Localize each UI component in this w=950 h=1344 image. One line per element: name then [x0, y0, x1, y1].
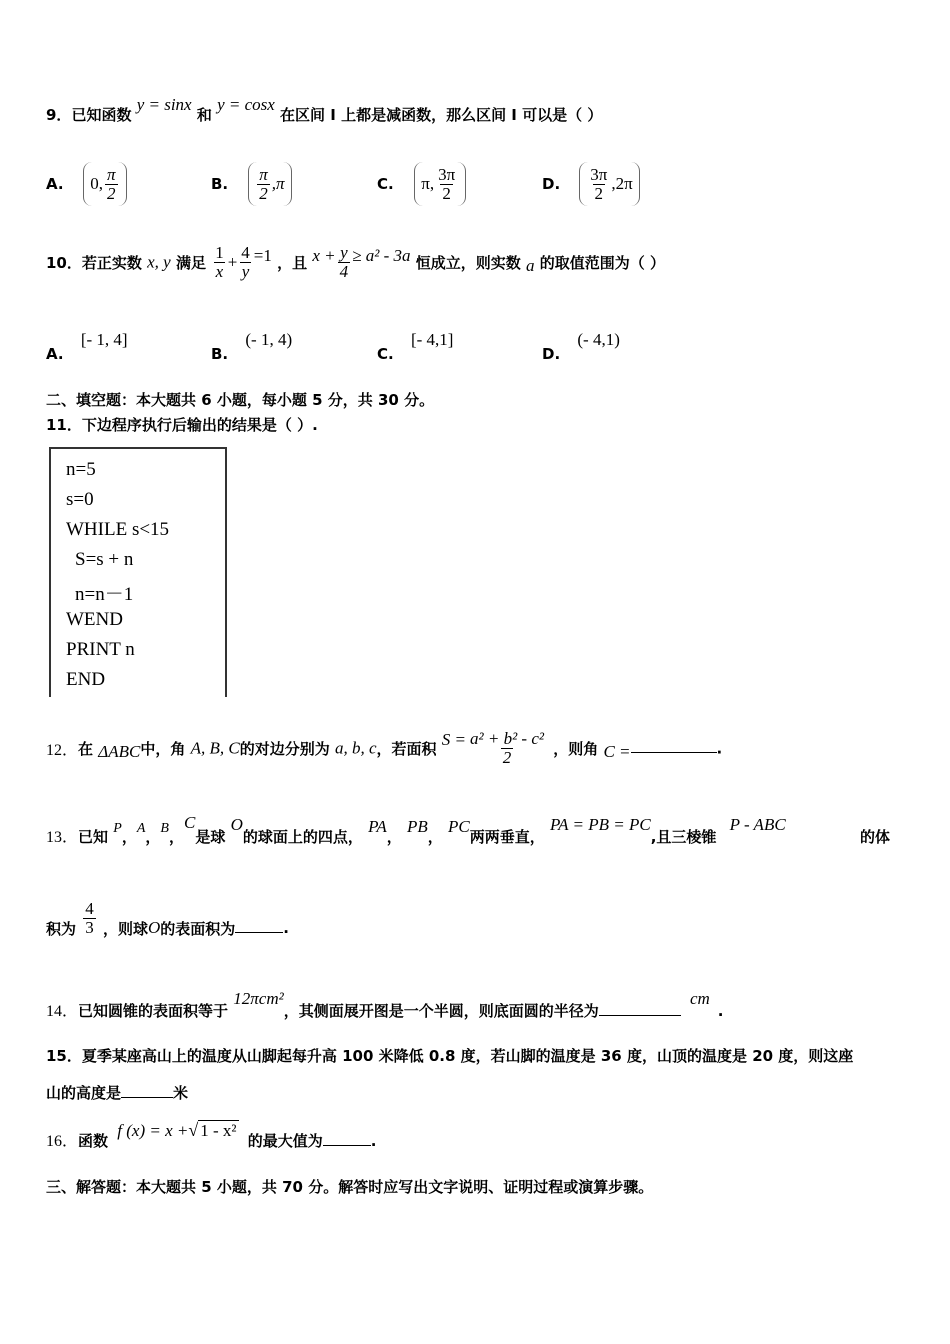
- code-line: n=5: [66, 459, 96, 480]
- section-2-heading: 二、填空题：本大题共 6 小题，每小题 5 分，共 30 分。: [46, 391, 435, 409]
- q13-stem-end: 的体: [860, 828, 891, 846]
- q10-stem: 10．若正实数 x, y 满足 $\frac{1}{x}$ + $\frac{4}{y}$ =1 ，且 x + $\frac{y}{4}$ ≥ a² - 3a 恒成立，则实数 a 的取值范围为（ ）: [46, 243, 665, 281]
- q10-option-d: D. (- 4,1): [542, 330, 620, 363]
- q12-stem: 12．在 ΔABC中，角 A, B, C的对边分别为 a, b, c，若面积 S = $\frac{\text{a² + b² - c²}}{2}$ ，则角 C = .: [46, 729, 723, 767]
- section-3-heading: 三、解答题：本大题共 5 小题，共 70 分。解答时应写出文字说明、证明过程或演算步骤。: [46, 1178, 654, 1196]
- q9-option-d: D. $\frac{3\pi}{2}$ ,2π: [542, 162, 640, 206]
- q10-option-b: B. (- 1, 4): [211, 330, 293, 363]
- code-line: WEND: [66, 609, 123, 630]
- q9-formula-sin: y = sinx: [136, 95, 192, 114]
- q13-answer-blank[interactable]: [235, 920, 283, 933]
- q11-stem: 11．下边程序执行后输出的结果是（ ）.: [46, 416, 318, 434]
- q16-stem: 16．函数 f (x) = x +√ 1 - x² 的最大值为 .: [46, 1120, 377, 1150]
- q9-formula-cos: y = cosx: [217, 95, 275, 114]
- q13-stem-line1: 13．已知 P，A，B，C是球 O的球面上的四点， PA， PB， PC两两垂直， PA = PB = PC,且三棱锥 P - ABC: [46, 813, 786, 846]
- q14-answer-blank[interactable]: [599, 1003, 681, 1016]
- q16-answer-blank[interactable]: [323, 1133, 371, 1146]
- q13-stem-line2: 积为 $\frac{4}{3}$ ，则球O的表面积为 .: [46, 899, 289, 938]
- q15-answer-blank[interactable]: [121, 1085, 173, 1098]
- q9-option-c: C. π, $\frac{3\pi}{2}$: [377, 162, 466, 206]
- code-line: WHILE s<15: [66, 519, 170, 540]
- code-line: PRINT n: [66, 639, 135, 660]
- q9-number: 9．: [46, 106, 72, 124]
- q9-stem: 9．已知函数 y = sinx 和 y = cosx 在区间 I 上都是减函数，那么区间 I 可以是（ ）: [46, 95, 603, 124]
- q10-option-a: A. [- 1, 4]: [46, 330, 128, 363]
- q9-option-a: A. 0, $\frac{\pi}{2}$: [46, 162, 127, 206]
- q12-answer-blank[interactable]: [631, 740, 717, 753]
- code-line: S=s + n: [75, 549, 134, 570]
- q11-code-box: [49, 447, 227, 697]
- q10-option-c: C. [- 4,1]: [377, 330, 454, 363]
- code-line: s=0: [66, 489, 94, 510]
- code-line: END: [66, 669, 106, 690]
- q15-line1: 15．夏季某座高山上的温度从山脚起每升高 100 米降低 0.8 度，若山脚的温度是 36 度，山顶的温度是 20 度，则这座: [46, 1047, 854, 1065]
- q9-option-b: B. $\frac{\pi}{2}$ ,π: [211, 162, 292, 206]
- q15-line2: 山的高度是 米: [46, 1084, 189, 1102]
- q14-stem: 14．已知圆锥的表面积等于 12πcm²，其侧面展开图是一个半圆，则底面圆的半径为 cm.: [46, 989, 724, 1020]
- code-line: n=n－1: [75, 584, 134, 605]
